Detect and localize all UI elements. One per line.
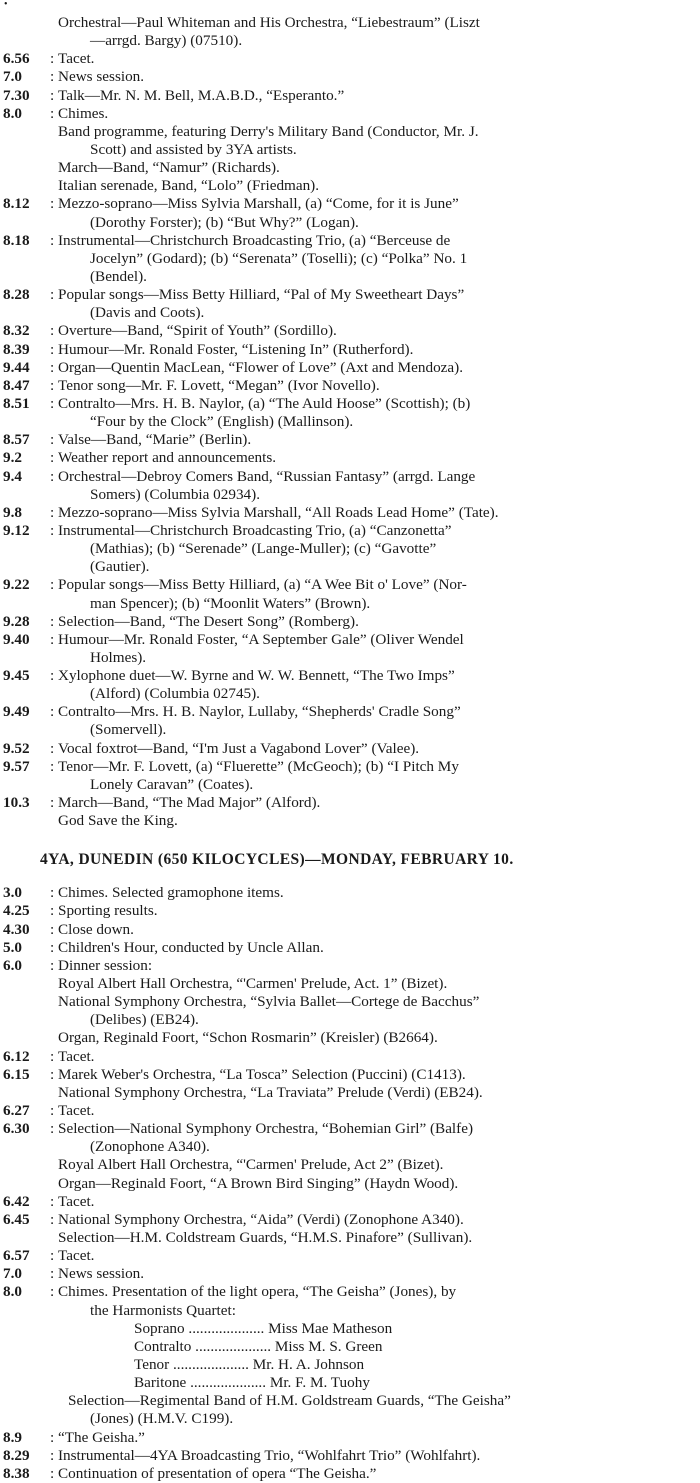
program-text: Jocelyn” (Godard); (b) “Serenata” (Toselli); (c) “Polka” No. 1 xyxy=(90,249,468,267)
program-time: 8.29 xyxy=(3,1446,30,1464)
program-line xyxy=(0,195,700,213)
program-line xyxy=(0,1138,700,1156)
program-line xyxy=(0,794,700,812)
program-text: Mezzo-soprano—Miss Sylvia Marshall, (a) “Come, for it is June” xyxy=(58,195,459,213)
program-text: Humour—Mr. Ronald Foster, “A September Gale” (Oliver Wendel xyxy=(58,630,464,648)
time-colon: : xyxy=(50,920,55,938)
program-time: 8.57 xyxy=(3,431,30,449)
radio-program-listing xyxy=(0,14,700,1483)
program-line xyxy=(0,1338,700,1356)
program-text: Instrumental—Christchurch Broadcasting Trio, (a) “Berceuse de xyxy=(58,231,451,249)
time-colon: : xyxy=(50,521,55,539)
program-text: Sporting results. xyxy=(58,902,158,920)
program-line xyxy=(0,776,700,794)
program-text: (Bendel). xyxy=(90,267,147,285)
program-line xyxy=(0,32,700,50)
time-colon: : xyxy=(50,703,55,721)
program-text: Lonely Caravan” (Coates). xyxy=(90,775,254,793)
program-line xyxy=(0,1283,700,1301)
program-text: Organ, Reginald Foort, “Schon Rosmarin” (Kreisler) (B2664). xyxy=(58,1029,438,1047)
program-line xyxy=(0,993,700,1011)
program-line xyxy=(0,1011,700,1029)
program-text: Talk—Mr. N. M. Bell, M.A.B.D., “Esperanto.” xyxy=(58,86,345,104)
program-time: 8.0 xyxy=(3,104,22,122)
program-text: Organ—Reginald Foort, “A Brown Bird Singing” (Haydn Wood). xyxy=(58,1174,459,1192)
program-line xyxy=(0,522,700,540)
program-text: (Alford) (Columbia 02745). xyxy=(90,685,260,703)
time-colon: : xyxy=(50,376,55,394)
time-colon: : xyxy=(50,394,55,412)
time-colon: : xyxy=(50,431,55,449)
program-text: Dinner session: xyxy=(58,956,153,974)
program-text: Baritone .................... Mr. F. M. Tuohy xyxy=(134,1374,370,1392)
time-colon: : xyxy=(50,576,55,594)
program-line xyxy=(0,304,700,322)
program-text: (Delibes) (EB24). xyxy=(90,1011,199,1029)
time-colon: : xyxy=(50,503,55,521)
program-line xyxy=(0,1048,700,1066)
program-line xyxy=(0,68,700,86)
program-time: 8.0 xyxy=(3,1283,22,1301)
time-colon: : xyxy=(50,68,55,86)
program-line xyxy=(0,50,700,68)
program-text: Selection—H.M. Coldstream Guards, “H.M.S. Pinafore” (Sullivan). xyxy=(58,1229,473,1246)
time-colon: : xyxy=(50,884,55,902)
program-text: Soprano .................... Miss Mae Matheson xyxy=(134,1319,393,1337)
program-line xyxy=(0,1102,700,1120)
program-text: National Symphony Orchestra, “Aida” (Verdi) (Zonophone A340). xyxy=(58,1210,464,1228)
program-text: Tenor song—Mr. F. Lovett, “Megan” (Ivor Novello). xyxy=(58,376,380,394)
time-colon: : xyxy=(50,50,55,68)
program-text: National Symphony Orchestra, “Sylvia Ballet—Cortege de Bacchus” xyxy=(58,993,480,1011)
program-text: Selection—Regimental Band of H.M. Goldstream Guards, “The Geisha” xyxy=(68,1392,511,1410)
program-line xyxy=(0,721,700,739)
program-line xyxy=(0,1066,700,1084)
program-text: (Zonophone A340). xyxy=(90,1138,210,1156)
program-time: 6.12 xyxy=(3,1047,30,1065)
program-line xyxy=(0,758,700,776)
program-time: 9.49 xyxy=(3,703,30,721)
program-text: “The Geisha.” xyxy=(58,1428,145,1446)
program-text: Marek Weber's Orchestra, “La Tosca” Selection (Puccini) (C1413). xyxy=(58,1065,466,1083)
program-line xyxy=(0,177,700,195)
program-line xyxy=(0,1084,700,1102)
program-line xyxy=(0,232,700,250)
time-colon: : xyxy=(50,1428,55,1446)
program-line xyxy=(0,377,700,395)
program-time: 9.52 xyxy=(3,739,30,757)
program-line xyxy=(0,649,700,667)
program-time: 9.4 xyxy=(3,467,22,485)
program-line xyxy=(0,123,700,141)
program-text: God Save the King. xyxy=(58,812,178,830)
program-line xyxy=(0,631,700,649)
station-heading-text: 4YA, DUNEDIN (650 KILOCYCLES)—MONDAY, FEBRUARY 10. xyxy=(40,851,514,869)
program-time: 9.12 xyxy=(3,521,30,539)
program-text: (Somervell). xyxy=(90,721,167,739)
program-time: 6.57 xyxy=(3,1247,30,1265)
program-line xyxy=(0,486,700,504)
program-time: 4.30 xyxy=(3,920,30,938)
program-text: (Jones) (H.M.V. C199). xyxy=(90,1410,234,1428)
program-line xyxy=(0,1229,700,1247)
program-text: (Mathias); (b) “Serenade” (Lange-Muller); (c) “Gavotte” xyxy=(90,540,437,558)
program-text: Valse—Band, “Marie” (Berlin). xyxy=(58,431,252,449)
program-text: Organ—Quentin MacLean, “Flower of Love” (Axt and Mendoza). xyxy=(58,358,464,376)
program-text: Italian serenade, Band, “Lolo” (Friedman). xyxy=(58,177,320,195)
program-text: Holmes). xyxy=(90,648,147,666)
program-time: 7.30 xyxy=(3,86,30,104)
program-time: 10.3 xyxy=(3,794,30,812)
program-time: 6.42 xyxy=(3,1192,30,1210)
program-line xyxy=(0,540,700,558)
program-line xyxy=(0,812,700,830)
program-line xyxy=(0,395,700,413)
program-text: —arrgd. Bargy) (07510). xyxy=(90,32,243,50)
program-line xyxy=(0,1374,700,1392)
program-text: National Symphony Orchestra, “La Traviata” Prelude (Verdi) (EB24). xyxy=(58,1083,483,1101)
program-line xyxy=(0,141,700,159)
time-colon: : xyxy=(50,1192,55,1210)
program-line xyxy=(0,703,700,721)
program-time: 9.8 xyxy=(3,503,22,521)
program-time: 8.39 xyxy=(3,340,30,358)
program-line xyxy=(0,14,700,32)
program-line xyxy=(0,413,700,431)
program-text: Orchestral—Paul Whiteman and His Orchestra, “Liebestraum” (Liszt xyxy=(58,14,480,31)
time-colon: : xyxy=(50,1047,55,1065)
program-time: 8.9 xyxy=(3,1428,22,1446)
program-line xyxy=(0,214,700,232)
program-time: 9.57 xyxy=(3,757,30,775)
program-line xyxy=(0,322,700,340)
time-colon: : xyxy=(50,286,55,304)
program-text: Selection—National Symphony Orchestra, “Bohemian Girl” (Balfe) xyxy=(58,1120,474,1138)
program-text: Royal Albert Hall Orchestra, “'Carmen' Prelude, Act 2” (Bizet). xyxy=(58,1156,444,1174)
program-line xyxy=(0,902,700,920)
program-text: Humour—Mr. Ronald Foster, “Listening In” (Rutherford). xyxy=(58,340,414,358)
top-mark: • xyxy=(4,0,8,10)
time-colon: : xyxy=(50,358,55,376)
program-time: 7.0 xyxy=(3,1265,22,1283)
time-colon: : xyxy=(50,467,55,485)
program-line xyxy=(0,1302,700,1320)
program-text: Tenor—Mr. F. Lovett, (a) “Fluerette” (McGeoch); (b) “I Pitch My xyxy=(58,757,459,775)
program-text: Overture—Band, “Spirit of Youth” (Sordillo). xyxy=(58,322,337,340)
program-text: News session. xyxy=(58,68,145,86)
time-colon: : xyxy=(50,1464,55,1482)
program-text: Instrumental—Christchurch Broadcasting Trio, (a) “Canzonetta” xyxy=(58,521,452,539)
program-text: Chimes. xyxy=(58,104,109,122)
program-text: Contralto—Mrs. H. B. Naylor, (a) “The Auld Hoose” (Scottish); (b) xyxy=(58,394,471,412)
program-time: 8.47 xyxy=(3,376,30,394)
station-heading xyxy=(0,840,700,876)
program-line xyxy=(0,1465,700,1483)
program-line xyxy=(0,468,700,486)
program-text: Tacet. xyxy=(58,1192,95,1210)
program-line xyxy=(0,1410,700,1428)
program-text: Chimes. Selected gramophone items. xyxy=(58,884,284,902)
program-text: (Davis and Coots). xyxy=(90,304,205,322)
program-text: Scott) and assisted by 3YA artists. xyxy=(90,140,297,158)
time-colon: : xyxy=(50,449,55,467)
time-colon: : xyxy=(50,612,55,630)
program-time: 4.25 xyxy=(3,902,30,920)
program-text: Popular songs—Miss Betty Hilliard, (a) “A Wee Bit o' Love” (Nor- xyxy=(58,576,467,594)
program-time: 9.45 xyxy=(3,667,30,685)
program-text: Chimes. Presentation of the light opera, “The Geisha” (Jones), by xyxy=(58,1283,457,1301)
program-time: 6.45 xyxy=(3,1210,30,1228)
program-time: 5.0 xyxy=(3,938,22,956)
time-colon: : xyxy=(50,1210,55,1228)
program-text: Tacet. xyxy=(58,1247,95,1265)
program-line xyxy=(0,1120,700,1138)
time-colon: : xyxy=(50,1283,55,1301)
program-time: 3.0 xyxy=(3,884,22,902)
program-time: 9.2 xyxy=(3,449,22,467)
program-line xyxy=(0,250,700,268)
program-text: Tacet. xyxy=(58,1047,95,1065)
time-colon: : xyxy=(50,938,55,956)
program-text: Royal Albert Hall Orchestra, “'Carmen' Prelude, Act. 1” (Bizet). xyxy=(58,975,448,993)
program-line xyxy=(0,87,700,105)
time-colon: : xyxy=(50,1265,55,1283)
program-line xyxy=(0,105,700,123)
program-text: the Harmonists Quartet: xyxy=(90,1301,236,1319)
program-time: 6.27 xyxy=(3,1102,30,1120)
time-colon: : xyxy=(50,1065,55,1083)
program-text: Instrumental—4YA Broadcasting Trio, “Wohlfahrt Trio” (Wohlfahrt). xyxy=(58,1446,481,1464)
program-line xyxy=(0,268,700,286)
program-text: Orchestral—Debroy Comers Band, “Russian Fantasy” (arrgd. Lange xyxy=(58,467,476,485)
program-line xyxy=(0,1429,700,1447)
program-time: 6.30 xyxy=(3,1120,30,1138)
time-colon: : xyxy=(50,757,55,775)
program-text: Children's Hour, conducted by Uncle Allan. xyxy=(58,938,324,956)
program-line xyxy=(0,286,700,304)
program-line xyxy=(0,595,700,613)
program-line xyxy=(0,1447,700,1465)
program-text: Xylophone duet—W. Byrne and W. W. Bennett, “The Two Imps” xyxy=(58,667,455,685)
time-colon: : xyxy=(50,739,55,757)
program-time: 8.12 xyxy=(3,195,30,213)
program-text: Weather report and announcements. xyxy=(58,449,277,467)
program-text: March—Band, “The Mad Major” (Alford). xyxy=(58,794,321,812)
program-line xyxy=(0,975,700,993)
program-time: 8.51 xyxy=(3,394,30,412)
program-text: Vocal foxtrot—Band, “I'm Just a Vagabond Lover” (Valee). xyxy=(58,739,420,757)
program-line xyxy=(0,1356,700,1374)
program-line xyxy=(0,884,700,902)
time-colon: : xyxy=(50,231,55,249)
program-line xyxy=(0,449,700,467)
program-line xyxy=(0,431,700,449)
program-time: 6.56 xyxy=(3,50,30,68)
time-colon: : xyxy=(50,104,55,122)
program-line xyxy=(0,1029,700,1047)
program-line xyxy=(0,667,700,685)
program-time: 9.44 xyxy=(3,358,30,376)
time-colon: : xyxy=(50,340,55,358)
time-colon: : xyxy=(50,1120,55,1138)
program-text: Somers) (Columbia 02934). xyxy=(90,485,260,503)
time-colon: : xyxy=(50,902,55,920)
program-line xyxy=(0,1392,700,1410)
program-text: Close down. xyxy=(58,920,134,938)
time-colon: : xyxy=(50,667,55,685)
program-text: Mezzo-soprano—Miss Sylvia Marshall, “All Roads Lead Home” (Tate). xyxy=(58,503,499,521)
program-line xyxy=(0,939,700,957)
program-line xyxy=(0,740,700,758)
program-time: 8.18 xyxy=(3,231,30,249)
program-time: 9.28 xyxy=(3,612,30,630)
program-text: man Spencer); (b) “Moonlit Waters” (Brown). xyxy=(90,594,371,612)
program-text: “Four by the Clock” (English) (Mallinson). xyxy=(90,413,354,431)
program-line xyxy=(0,341,700,359)
time-colon: : xyxy=(50,1247,55,1265)
program-line xyxy=(0,685,700,703)
program-line xyxy=(0,1265,700,1283)
time-colon: : xyxy=(50,1446,55,1464)
time-colon: : xyxy=(50,195,55,213)
program-line xyxy=(0,1156,700,1174)
program-text: Contralto .................... Miss M. S. Green xyxy=(134,1337,383,1355)
program-line xyxy=(0,921,700,939)
program-line xyxy=(0,1193,700,1211)
program-text: Band programme, featuring Derry's Military Band (Conductor, Mr. J. xyxy=(58,122,479,140)
program-line xyxy=(0,359,700,377)
time-colon: : xyxy=(50,1102,55,1120)
time-colon: : xyxy=(50,956,55,974)
program-text: Selection—Band, “The Desert Song” (Romberg). xyxy=(58,612,359,630)
program-line xyxy=(0,1211,700,1229)
program-line xyxy=(0,613,700,631)
program-text: (Dorothy Forster); (b) “But Why?” (Logan). xyxy=(90,213,359,231)
program-time: 6.0 xyxy=(3,956,22,974)
program-time: 8.32 xyxy=(3,322,30,340)
program-text: News session. xyxy=(58,1265,145,1283)
program-time: 8.28 xyxy=(3,286,30,304)
program-line xyxy=(0,1247,700,1265)
program-text: March—Band, “Namur” (Richards). xyxy=(58,159,280,177)
time-colon: : xyxy=(50,794,55,812)
program-text: Contralto—Mrs. H. B. Naylor, Lullaby, “Shepherds' Cradle Song” xyxy=(58,703,461,721)
program-text: Tacet. xyxy=(58,50,95,68)
program-text: Continuation of presentation of opera “The Geisha.” xyxy=(58,1464,377,1482)
program-text: (Gautier). xyxy=(90,558,150,576)
program-text: Popular songs—Miss Betty Hilliard, “Pal of My Sweetheart Days” xyxy=(58,286,465,304)
time-colon: : xyxy=(50,322,55,340)
program-line xyxy=(0,504,700,522)
program-time: 6.15 xyxy=(3,1065,30,1083)
time-colon: : xyxy=(50,86,55,104)
program-text: Tenor .................... Mr. H. A. Johnson xyxy=(134,1355,365,1373)
time-colon: : xyxy=(50,630,55,648)
program-line xyxy=(0,576,700,594)
program-line xyxy=(0,957,700,975)
program-time: 9.40 xyxy=(3,630,30,648)
program-time: 9.22 xyxy=(3,576,30,594)
program-time: 7.0 xyxy=(3,68,22,86)
program-line xyxy=(0,1175,700,1193)
program-text: Tacet. xyxy=(58,1102,95,1120)
program-line xyxy=(0,1320,700,1338)
program-line xyxy=(0,159,700,177)
program-time: 8.38 xyxy=(3,1464,30,1482)
program-line xyxy=(0,558,700,576)
